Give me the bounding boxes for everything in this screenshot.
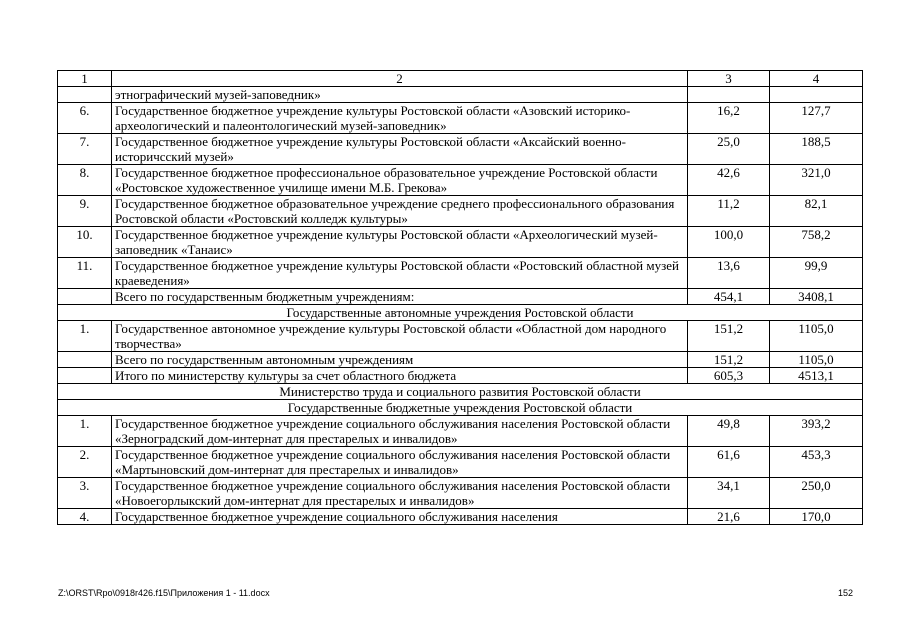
appendix-table bbox=[57, 70, 863, 525]
value-col3-cell: 42,6 bbox=[688, 165, 770, 196]
institution-name-cell: Государственное бюджетное образовательное учреждение среднего профессионального образования Ростовской области «Ростовский колледж культуры» bbox=[112, 196, 688, 227]
table-row bbox=[58, 196, 863, 227]
header-cell-col1: 1 bbox=[58, 71, 112, 87]
institution-name-cell: Государственное бюджетное учреждение культуры Ростовской области «Ростовский областной музей краеведения» bbox=[112, 258, 688, 289]
row-number-cell: 6. bbox=[58, 103, 112, 134]
value-col3-cell: 21,6 bbox=[688, 509, 770, 525]
value-col3-cell: 100,0 bbox=[688, 227, 770, 258]
row-number-cell: 1. bbox=[58, 321, 112, 352]
table-body bbox=[58, 71, 863, 525]
section-title: Государственные автономные учреждения Ростовской области bbox=[58, 305, 863, 321]
table-row bbox=[58, 447, 863, 478]
row-number-cell: 11. bbox=[58, 258, 112, 289]
value-col4-cell bbox=[770, 87, 863, 103]
table-row bbox=[58, 227, 863, 258]
institution-name-cell: Государственное бюджетное учреждение культуры Ростовской области «Археологический музей-заповедник «Танаис» bbox=[112, 227, 688, 258]
column-number-header-row bbox=[58, 71, 863, 87]
value-col3-cell: 49,8 bbox=[688, 416, 770, 447]
institution-name-cell: Государственное автономное учреждение культуры Ростовской области «Областной дом народного творчества» bbox=[112, 321, 688, 352]
value-col4-cell: 188,5 bbox=[770, 134, 863, 165]
row-number-cell: 9. bbox=[58, 196, 112, 227]
row-number-cell: 4. bbox=[58, 509, 112, 525]
institution-name-cell: Государственное бюджетное учреждение социального обслуживания населения Ростовской области «Зерноградский дом-интернат для престарелых и инвалидов» bbox=[112, 416, 688, 447]
value-col3-cell: 34,1 bbox=[688, 478, 770, 509]
value-col4-cell: 1105,0 bbox=[770, 352, 863, 368]
value-col3-cell: 151,2 bbox=[688, 321, 770, 352]
institution-name-cell: этнографический музей-заповедник» bbox=[112, 87, 688, 103]
institution-name-cell: Государственное бюджетное профессиональное образовательное учреждение Ростовской области «Ростовское художественное училище имени М.Б. Грекова» bbox=[112, 165, 688, 196]
section-title: Министерство труда и социального развития Ростовской области bbox=[58, 384, 863, 400]
value-col4-cell: 99,9 bbox=[770, 258, 863, 289]
value-col3-cell: 605,3 bbox=[688, 368, 770, 384]
institution-name-cell: Государственное бюджетное учреждение культуры Ростовской области «Азовский историко-археологический и палеонтологический музей-заповедник» bbox=[112, 103, 688, 134]
header-cell-col2: 2 bbox=[112, 71, 688, 87]
value-col4-cell: 1105,0 bbox=[770, 321, 863, 352]
section-header-row bbox=[58, 400, 863, 416]
table-row bbox=[58, 478, 863, 509]
row-number-cell: 1. bbox=[58, 416, 112, 447]
table-row bbox=[58, 134, 863, 165]
table-row bbox=[58, 368, 863, 384]
value-col4-cell: 82,1 bbox=[770, 196, 863, 227]
row-number-cell bbox=[58, 87, 112, 103]
value-col3-cell: 11,2 bbox=[688, 196, 770, 227]
footer-page-number: 152 bbox=[838, 588, 854, 598]
value-col3-cell: 16,2 bbox=[688, 103, 770, 134]
row-number-cell bbox=[58, 289, 112, 305]
value-col4-cell: 127,7 bbox=[770, 103, 863, 134]
table-row bbox=[58, 352, 863, 368]
row-number-cell: 8. bbox=[58, 165, 112, 196]
value-col3-cell: 25,0 bbox=[688, 134, 770, 165]
value-col4-cell: 321,0 bbox=[770, 165, 863, 196]
row-number-cell bbox=[58, 368, 112, 384]
section-header-row bbox=[58, 384, 863, 400]
table-row bbox=[58, 289, 863, 305]
institution-name-cell: Всего по государственным бюджетным учреждениям: bbox=[112, 289, 688, 305]
institution-name-cell: Государственное бюджетное учреждение социального обслуживания населения Ростовской области «Мартыновский дом-интернат для престарелых и инвалидов» bbox=[112, 447, 688, 478]
table-row bbox=[58, 509, 863, 525]
table-row bbox=[58, 321, 863, 352]
value-col4-cell: 250,0 bbox=[770, 478, 863, 509]
table-row bbox=[58, 258, 863, 289]
value-col3-cell bbox=[688, 87, 770, 103]
value-col3-cell: 454,1 bbox=[688, 289, 770, 305]
row-number-cell: 2. bbox=[58, 447, 112, 478]
section-title: Государственные бюджетные учреждения Ростовской области bbox=[58, 400, 863, 416]
institution-name-cell: Всего по государственным автономным учреждениям bbox=[112, 352, 688, 368]
row-number-cell: 3. bbox=[58, 478, 112, 509]
value-col3-cell: 61,6 bbox=[688, 447, 770, 478]
row-number-cell: 7. bbox=[58, 134, 112, 165]
table-row bbox=[58, 87, 863, 103]
header-cell-col3: 3 bbox=[688, 71, 770, 87]
section-header-row bbox=[58, 305, 863, 321]
value-col4-cell: 170,0 bbox=[770, 509, 863, 525]
institution-name-cell: Итого по министерству культуры за счет областного бюджета bbox=[112, 368, 688, 384]
row-number-cell bbox=[58, 352, 112, 368]
value-col3-cell: 13,6 bbox=[688, 258, 770, 289]
table-row bbox=[58, 416, 863, 447]
value-col3-cell: 151,2 bbox=[688, 352, 770, 368]
table-row bbox=[58, 165, 863, 196]
row-number-cell: 10. bbox=[58, 227, 112, 258]
value-col4-cell: 393,2 bbox=[770, 416, 863, 447]
institution-name-cell: Государственное бюджетное учреждение социального обслуживания населения bbox=[112, 509, 688, 525]
value-col4-cell: 4513,1 bbox=[770, 368, 863, 384]
footer-file-path: Z:\ORST\Rpo\0918r426.f15\Приложения 1 - 11.docx bbox=[58, 588, 270, 598]
institution-name-cell: Государственное бюджетное учреждение культуры Ростовской области «Аксайский военно-историчсский музей» bbox=[112, 134, 688, 165]
value-col4-cell: 3408,1 bbox=[770, 289, 863, 305]
header-cell-col4: 4 bbox=[770, 71, 863, 87]
value-col4-cell: 758,2 bbox=[770, 227, 863, 258]
value-col4-cell: 453,3 bbox=[770, 447, 863, 478]
institution-name-cell: Государственное бюджетное учреждение социального обслуживания населения Ростовской области «Новоегорлыкский дом-интернат для престарелых и инвалидов» bbox=[112, 478, 688, 509]
table-row bbox=[58, 103, 863, 134]
